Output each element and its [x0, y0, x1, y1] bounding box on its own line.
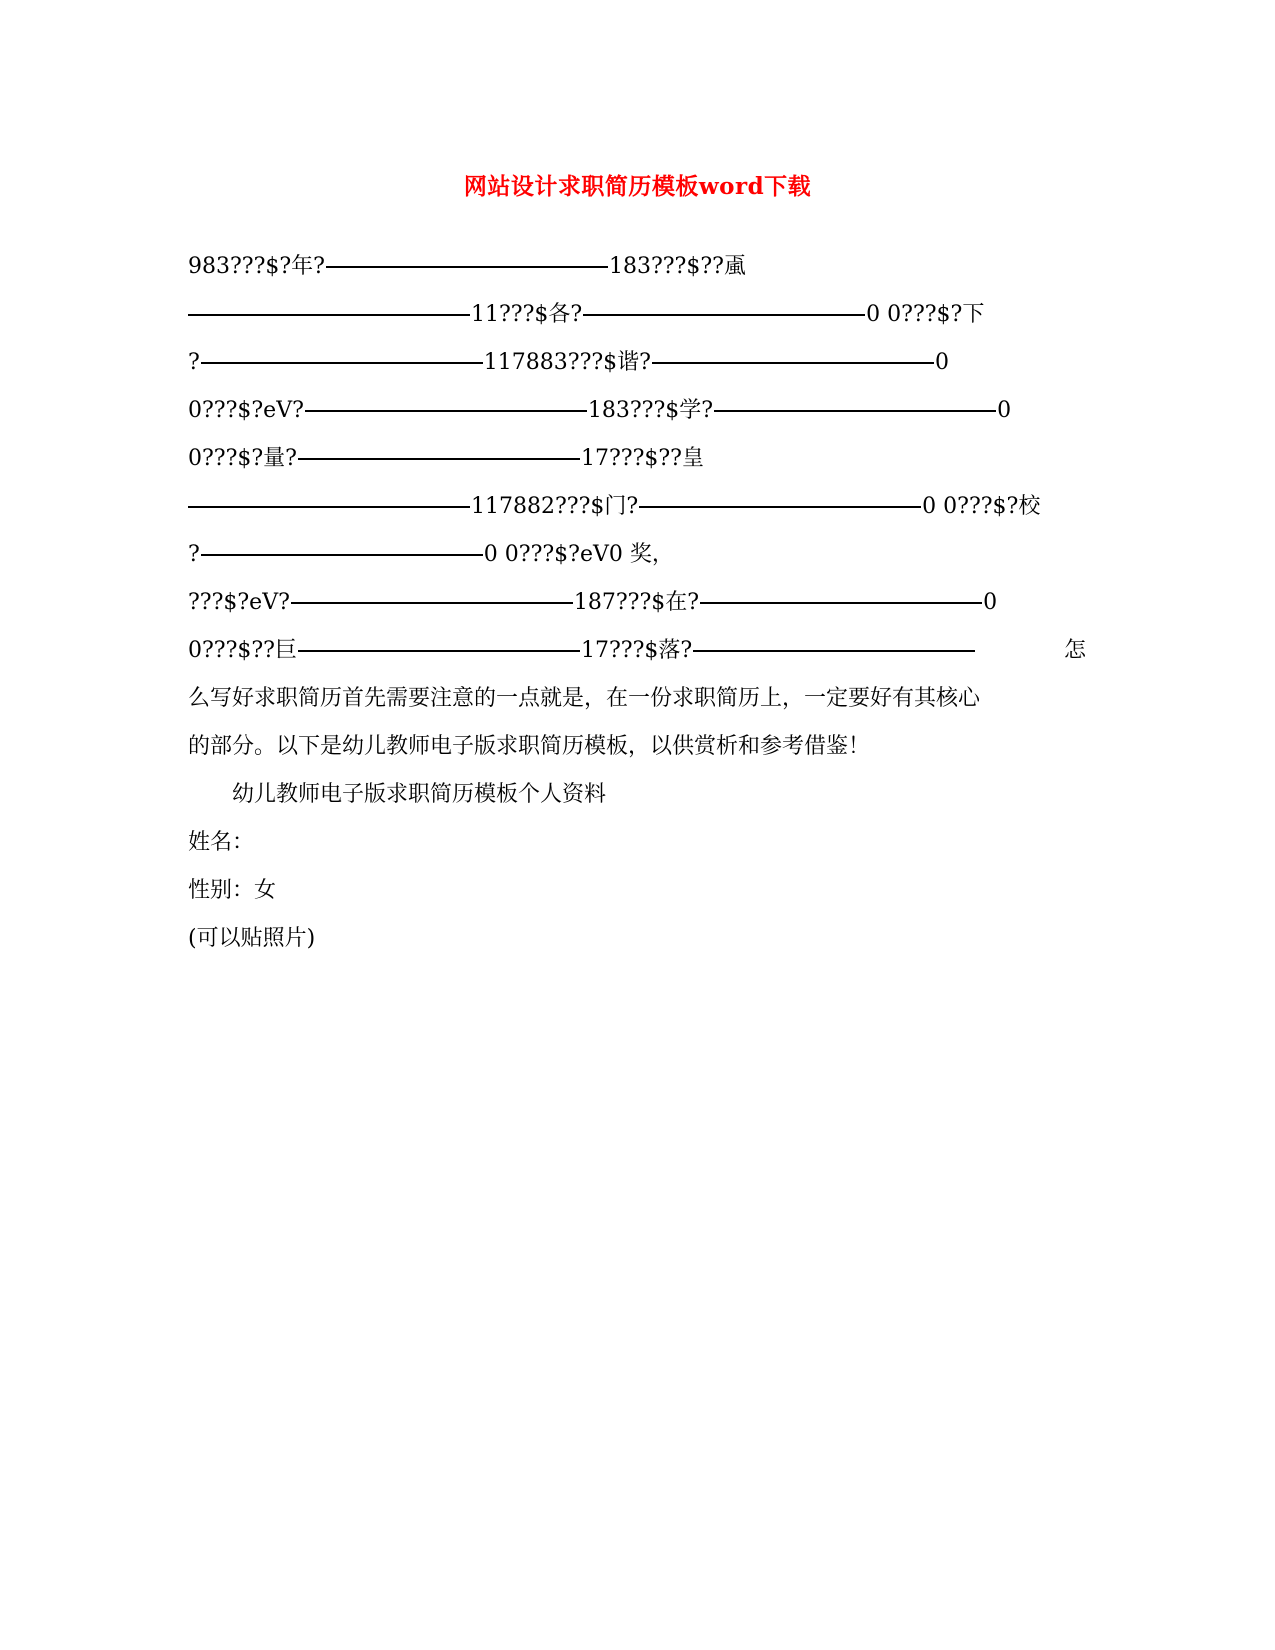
photo-note: (可以贴照片) — [188, 926, 316, 951]
field-name: 姓名： — [188, 830, 255, 855]
underline-rule — [700, 602, 982, 604]
underline-rule — [583, 314, 865, 316]
line-8-part-c: 0 — [983, 590, 998, 615]
garbled-line-8 — [188, 588, 997, 618]
underline-rule — [188, 314, 470, 316]
paragraph-line-1: 么写好求职简历首先需要注意的一点就是，在一份求职简历上，一定要好有其核心 — [188, 686, 981, 711]
garbled-line-7 — [188, 540, 674, 570]
line-9-part-b: 17???$落? — [580, 638, 693, 663]
underline-rule — [188, 506, 470, 508]
underline-rule — [639, 506, 921, 508]
section-heading: 幼儿教师电子版求职简历模板个人资料 — [232, 782, 607, 807]
line-6-part-b: 117882???$门? — [471, 494, 639, 519]
line-8-part-b: 187???$在? — [573, 590, 700, 615]
garbled-line-2 — [188, 300, 984, 330]
garbled-line-3 — [188, 348, 949, 378]
underline-rule — [298, 458, 580, 460]
line-3-part-c: 0 — [934, 350, 949, 375]
underline-rule — [693, 650, 975, 652]
garbled-line-5 — [188, 444, 704, 474]
line-7-part-a: ? — [188, 542, 200, 567]
line-1-part-a: 983???$?年? — [188, 254, 325, 279]
line-4-part-b: 183???$学? — [587, 398, 714, 423]
line-5-part-a: 0???$?量? — [188, 446, 297, 471]
underline-rule — [201, 362, 483, 364]
underline-rule — [652, 362, 934, 364]
garbled-line-4 — [188, 396, 1011, 426]
line-3-part-b: 117883???$谐? — [483, 350, 651, 375]
field-gender: 性别：女 — [188, 878, 277, 903]
paragraph-line-2: 的部分。以下是幼儿教师电子版求职简历模板，以供赏析和参考借鉴！ — [188, 734, 871, 759]
line-2-part-b: 11???$各? — [471, 302, 583, 327]
underline-rule — [326, 266, 608, 268]
garbled-line-6 — [188, 492, 1040, 522]
underline-rule — [298, 650, 580, 652]
garbled-line-1 — [188, 252, 746, 282]
line-9-part-a: 0???$??巨 — [188, 638, 297, 663]
line-7-part-b: 0 0???$?eV0 奖， — [483, 542, 674, 567]
line-2-part-c: 0 0???$?下 — [866, 302, 985, 327]
underline-rule — [201, 554, 483, 556]
line-8-part-a: ???$?eV? — [188, 590, 290, 615]
line-3-part-a: ? — [188, 350, 200, 375]
garbled-line-9 — [188, 636, 976, 666]
underline-rule — [714, 410, 996, 412]
line-4-part-c: 0 — [997, 398, 1012, 423]
document-title: 网站设计求职简历模板word下载 — [463, 173, 812, 200]
underline-rule — [291, 602, 573, 604]
line-4-part-a: 0???$?eV? — [188, 398, 304, 423]
line-9-end-char: 怎 — [1064, 638, 1087, 663]
line-6-part-c: 0 0???$?校 — [922, 494, 1041, 519]
line-5-part-b: 17???$??皇 — [580, 446, 704, 471]
line-1-part-b: 183???$??颪 — [608, 254, 746, 279]
underline-rule — [305, 410, 587, 412]
